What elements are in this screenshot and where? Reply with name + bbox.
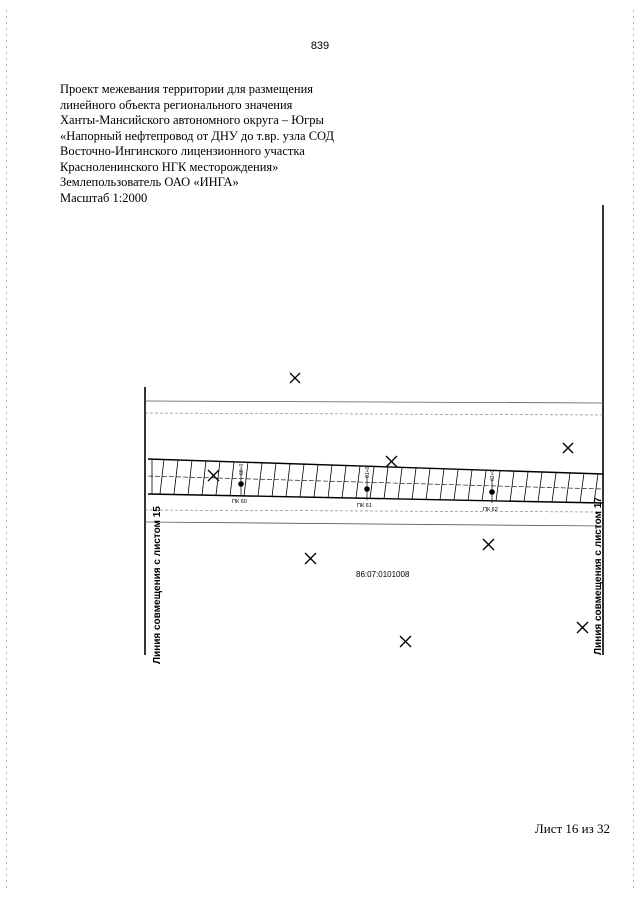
scale-line: Масштаб 1:2000 xyxy=(60,190,148,205)
picket-elevation-1: 60+0 xyxy=(239,463,245,475)
header-line-4: «Напорный нефтепровод от ДНУ до т.вр. узла СОД xyxy=(60,128,334,143)
x-mark-6 xyxy=(483,539,494,550)
x-mark-3 xyxy=(386,456,397,467)
page-number: 839 xyxy=(310,40,330,52)
boundary-line-top xyxy=(145,401,603,403)
cadastral-number: 86:07:0101008 xyxy=(356,570,410,579)
boundary-line-bottom-dashed xyxy=(145,510,603,512)
x-mark-7 xyxy=(400,636,411,647)
picket-label-1: ПК 60 xyxy=(232,499,247,505)
header-line-3: Ханты-Мансийского автономного округа – Югры xyxy=(60,113,324,127)
pipeline-corridor xyxy=(148,459,603,503)
picket-elevation-3: 62+0 xyxy=(490,469,496,481)
x-mark-2 xyxy=(563,443,573,453)
header-line-7: Землепользователь ОАО «ИНГА» xyxy=(60,175,239,189)
x-mark-4 xyxy=(208,470,219,481)
header-line-1: Проект межевания территории для размещения xyxy=(60,82,314,96)
x-mark-1 xyxy=(290,373,300,383)
picket-elevation-2: 61+0 xyxy=(365,466,371,478)
picket-label-2: ПК 61 xyxy=(357,503,372,509)
boundary-line-top-dashed xyxy=(145,413,603,415)
left-match-line-label: Линия совмещения с листом 15 xyxy=(152,506,163,664)
header-line-6: Красноленинского НГК месторождения» xyxy=(60,159,279,174)
header-line-2: линейного объекта регионального значения xyxy=(60,97,293,112)
picket-label-3: ПК 62 xyxy=(483,507,498,513)
sheet-number: Лист 16 из 32 xyxy=(534,821,610,836)
x-mark-8 xyxy=(577,622,588,633)
x-mark-5 xyxy=(305,553,316,564)
boundary-line-bottom xyxy=(145,522,603,526)
header-line-5: Восточно-Ингинского лицензионного участка xyxy=(60,144,305,158)
right-match-line-label: Линия совмещения с листом 17 xyxy=(593,497,604,655)
survey-marks xyxy=(208,373,588,647)
